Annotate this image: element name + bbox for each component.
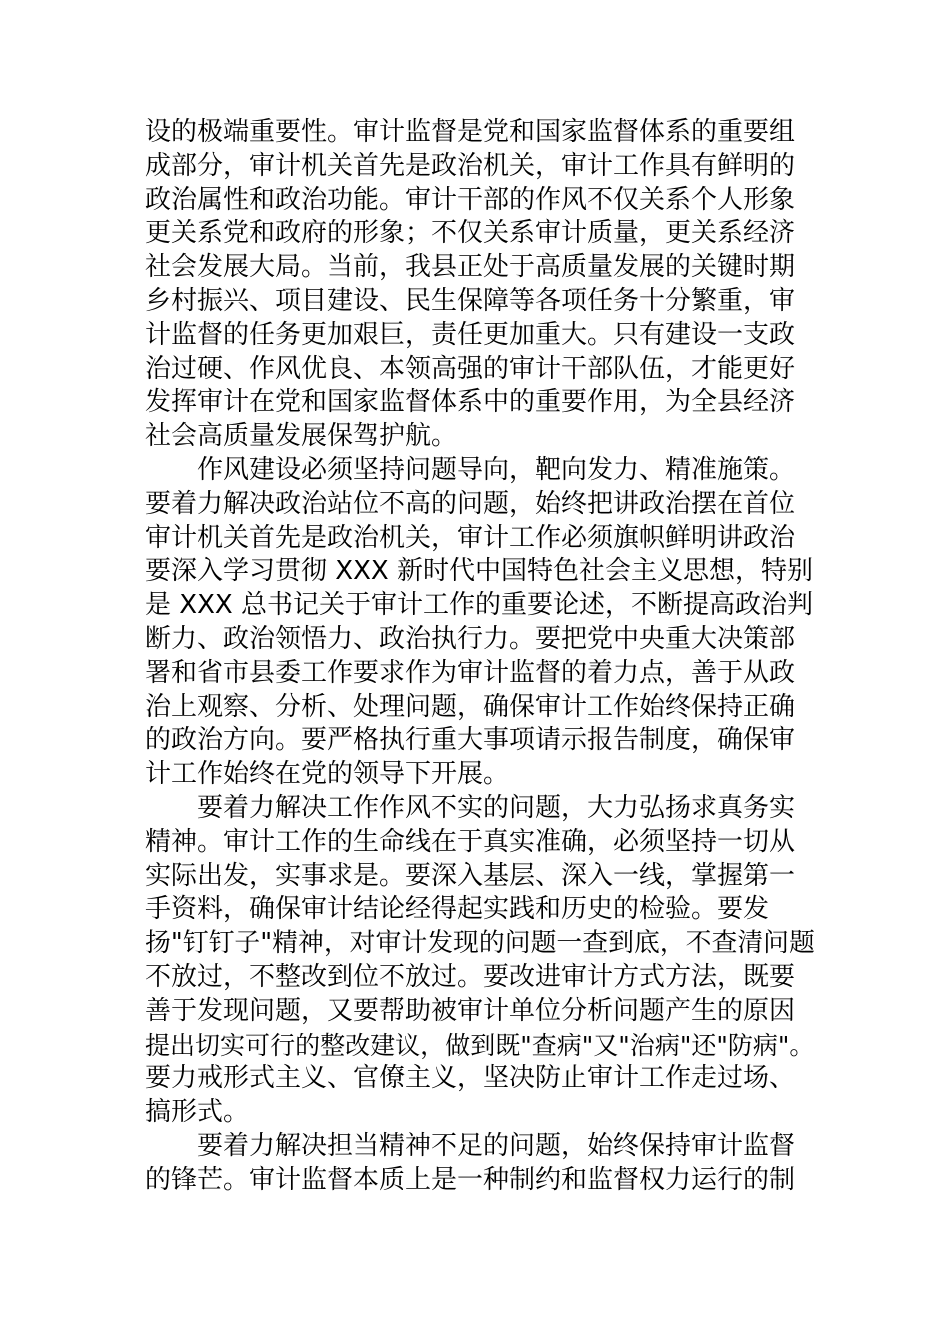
paragraph — [145, 116, 815, 454]
text-line: 精神。审计工作的生命线在于真实准确，必须坚持一切从 — [145, 826, 796, 857]
text-line: 乡村振兴、项目建设、民生保障等各项任务十分繁重，审 — [145, 285, 796, 316]
text-line: 的锋芒。审计监督本质上是一种制约和监督权力运行的制 — [145, 1164, 796, 1195]
text-line: 的政治方向。要严格执行重大事项请示报告制度，确保审 — [145, 725, 796, 756]
text-line: 计监督的任务更加艰巨，责任更加重大。只有建设一支政 — [145, 319, 796, 350]
paragraph — [145, 1130, 815, 1198]
text-line: 扬"钉钉子"精神，对审计发现的问题一查到底，不查清问题 — [145, 928, 815, 959]
text-line: 作风建设必须坚持问题导向，靶向发力、精准施策。 — [197, 454, 796, 485]
text-line: 审计机关首先是政治机关，审计工作必须旗帜鲜明讲政治 — [145, 522, 796, 553]
text-line: 成部分，审计机关首先是政治机关，审计工作具有鲜明的 — [145, 150, 796, 181]
text-line: 社会高质量发展保驾护航。 — [145, 421, 458, 452]
text-line: 实际出发，实事求是。要深入基层、深入一线，掌握第一 — [145, 860, 796, 891]
paragraph — [145, 454, 815, 792]
body-text — [145, 116, 815, 1198]
text-line: 要着力解决政治站位不高的问题，始终把讲政治摆在首位 — [145, 488, 796, 519]
text-line: 要着力解决担当精神不足的问题，始终保持审计监督 — [197, 1130, 796, 1161]
text-line: 治过硬、作风优良、本领高强的审计干部队伍，才能更好 — [145, 353, 796, 384]
text-line: 是 XXX 总书记关于审计工作的重要论述，不断提高政治判 — [145, 590, 813, 621]
text-line: 断力、政治领悟力、政治执行力。要把党中央重大决策部 — [145, 623, 796, 654]
text-line: 善于发现问题，又要帮助被审计单位分析问题产生的原因 — [145, 995, 796, 1026]
text-line: 更关系党和政府的形象；不仅关系审计质量，更关系经济 — [145, 218, 796, 249]
text-line: 计工作始终在党的领导下开展。 — [145, 759, 510, 790]
text-line: 手资料，确保审计结论经得起实践和历史的检验。要发 — [145, 894, 770, 925]
paragraph — [145, 792, 815, 1130]
text-line: 不放过，不整改到位不放过。要改进审计方式方法，既要 — [145, 961, 796, 992]
text-line: 社会发展大局。当前，我县正处于高质量发展的关键时期 — [145, 252, 796, 283]
text-line: 搞形式。 — [145, 1097, 250, 1128]
text-line: 署和省市县委工作要求作为审计监督的着力点，善于从政 — [145, 657, 796, 688]
text-line: 要力戒形式主义、官僚主义，坚决防止审计工作走过场、 — [145, 1063, 796, 1094]
text-line: 设的极端重要性。审计监督是党和国家监督体系的重要组 — [145, 117, 796, 147]
text-line: 发挥审计在党和国家监督体系中的重要作用，为全县经济 — [145, 387, 796, 418]
text-line: 政治属性和政治功能。审计干部的作风不仅关系个人形象 — [145, 184, 796, 215]
text-line: 提出切实可行的整改建议，做到既"查病"又"治病"还"防病"。 — [145, 1030, 815, 1060]
text-line: 要着力解决工作作风不实的问题，大力弘扬求真务实 — [197, 792, 796, 823]
text-line: 要深入学习贯彻 XXX 新时代中国特色社会主义思想，特别 — [145, 556, 813, 587]
text-line: 治上观察、分析、处理问题，确保审计工作始终保持正确 — [145, 691, 796, 722]
